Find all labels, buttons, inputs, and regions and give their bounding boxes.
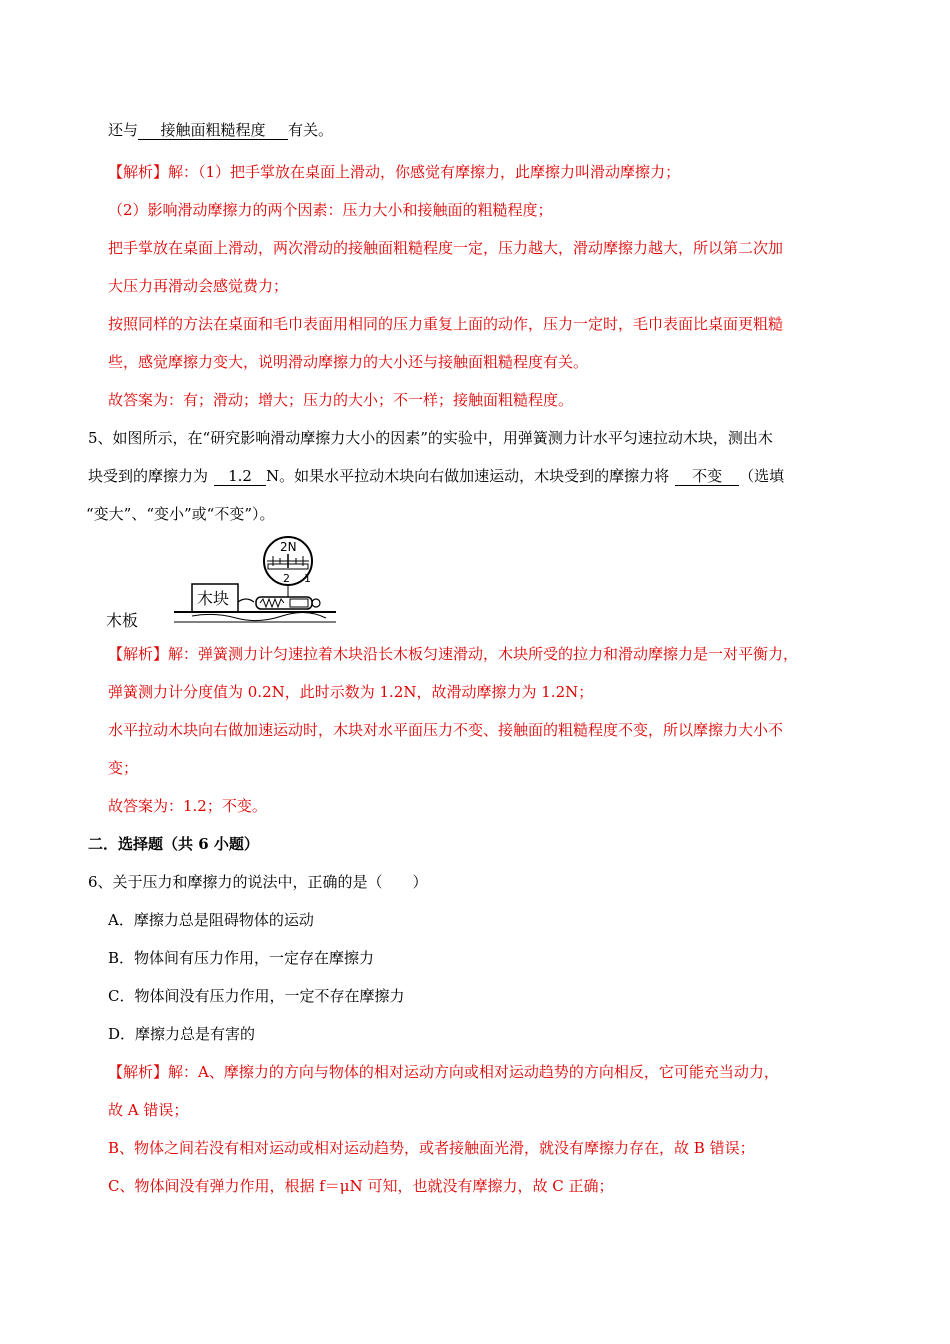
q4-prefix: 还与 bbox=[108, 121, 139, 139]
q5-stem-line-3: “变大”、“变小”或“不变”）。 bbox=[86, 505, 275, 523]
analysis-tag: 【解析】 bbox=[108, 645, 169, 663]
q5-analysis-line-3: 水平拉动木块向右做加速运动时，木块对水平面压力不变、接触面的粗糙程度不变，所以摩擦力大小不 bbox=[108, 721, 784, 739]
q5-analysis-line-1: 【解析】解：弹簧测力计匀速拉着木块沿长木板匀速滑动，木块所受的拉力和滑动摩擦力是一对平衡力， bbox=[108, 645, 799, 663]
string bbox=[238, 599, 254, 602]
q5-stem-line-2: 块受到的摩擦力为 1.2 N。如果水平拉动木块向右做加速运动，木块受到的摩擦力将 不变 （选填 bbox=[88, 467, 785, 485]
q5-stem-line-1: 5、如图所示，在“研究影响滑动摩擦力大小的因素”的实验中，用弹簧测力计水平匀速拉动木块，测出木 bbox=[88, 429, 773, 447]
q4-analysis-line-6: 些，感觉摩擦力变大，说明滑动摩擦力的大小还与接触面粗糙程度有关。 bbox=[108, 353, 589, 371]
board-grain bbox=[192, 612, 326, 620]
q6-stem: 6、关于压力和摩擦力的说法中，正确的是（ ） bbox=[88, 873, 428, 891]
q6-analysis-line-3: B、物体之间若没有相对运动或相对运动趋势，或者接触面光滑，就没有摩擦力存在，故 B 错误； bbox=[108, 1139, 755, 1157]
q5-blank-1: 1.2 bbox=[214, 467, 266, 486]
q6-option-a: A．摩擦力总是阻碍物体的运动 bbox=[108, 911, 314, 929]
dial-mark-right: 1 bbox=[304, 572, 311, 585]
q5-answer-summary: 故答案为：1.2；不变。 bbox=[108, 797, 267, 815]
analysis-tag: 【解析】 bbox=[108, 163, 169, 181]
q5-analysis-line-4: 变； bbox=[108, 759, 139, 777]
q5-blank-2: 不变 bbox=[675, 467, 739, 486]
analysis-tag: 【解析】 bbox=[108, 1063, 169, 1081]
q4-analysis-line-2: （2）影响滑动摩擦力的两个因素：压力大小和接触面的粗糙程度； bbox=[108, 201, 553, 219]
spring-scale-diagram bbox=[104, 536, 344, 632]
section-title: 二．选择题（共 6 小题） bbox=[88, 835, 259, 853]
q4-analysis-line-1: 【解析】解：（1）把手掌放在桌面上滑动，你感觉有摩擦力，此摩擦力叫滑动摩擦力； bbox=[108, 163, 681, 181]
q4-answer-line bbox=[108, 120, 333, 140]
dial-mark-left: 2 bbox=[283, 572, 290, 585]
q4-blank-answer: 接触面粗糙程度 bbox=[138, 121, 288, 140]
q4-analysis-line-4: 大压力再滑动会感觉费力； bbox=[108, 277, 289, 295]
q6-option-c: C．物体间没有压力作用，一定不存在摩擦力 bbox=[108, 987, 405, 1005]
spring-scale-figure bbox=[104, 536, 344, 632]
q4-analysis-line-3: 把手掌放在桌面上滑动，两次滑动的接触面粗糙程度一定，压力越大，滑动摩擦力越大，所以第二次加 bbox=[108, 239, 784, 257]
q4-suffix: 有关。 bbox=[288, 121, 334, 139]
q6-option-d: D．摩擦力总是有害的 bbox=[108, 1025, 256, 1043]
board-label: 木板 bbox=[106, 611, 139, 630]
block-label: 木块 bbox=[197, 589, 230, 608]
scale-hook bbox=[312, 599, 320, 607]
q6-analysis-line-1: 【解析】解：A、摩擦力的方向与物体的相对运动方向或相对运动趋势的方向相反，它可能充当动力， bbox=[108, 1063, 779, 1081]
q4-answer-summary: 故答案为：有；滑动；增大；压力的大小；不一样；接触面粗糙程度。 bbox=[108, 391, 574, 409]
q5-analysis-line-2: 弹簧测力计分度值为 0.2N，此时示数为 1.2N，故滑动摩擦力为 1.2N； bbox=[108, 683, 594, 701]
q6-option-b: B．物体间有压力作用，一定存在摩擦力 bbox=[108, 949, 375, 967]
q4-analysis-line-5: 按照同样的方法在桌面和毛巾表面用相同的压力重复上面的动作，压力一定时，毛巾表面比桌面更粗糙 bbox=[108, 315, 784, 333]
q6-analysis-line-4: C、物体间没有弹力作用，根据 f＝μN 可知，也就没有摩擦力，故 C 正确； bbox=[108, 1177, 614, 1195]
q6-analysis-line-2: 故 A 错误； bbox=[108, 1101, 189, 1119]
dial-label: 2N bbox=[280, 540, 297, 554]
